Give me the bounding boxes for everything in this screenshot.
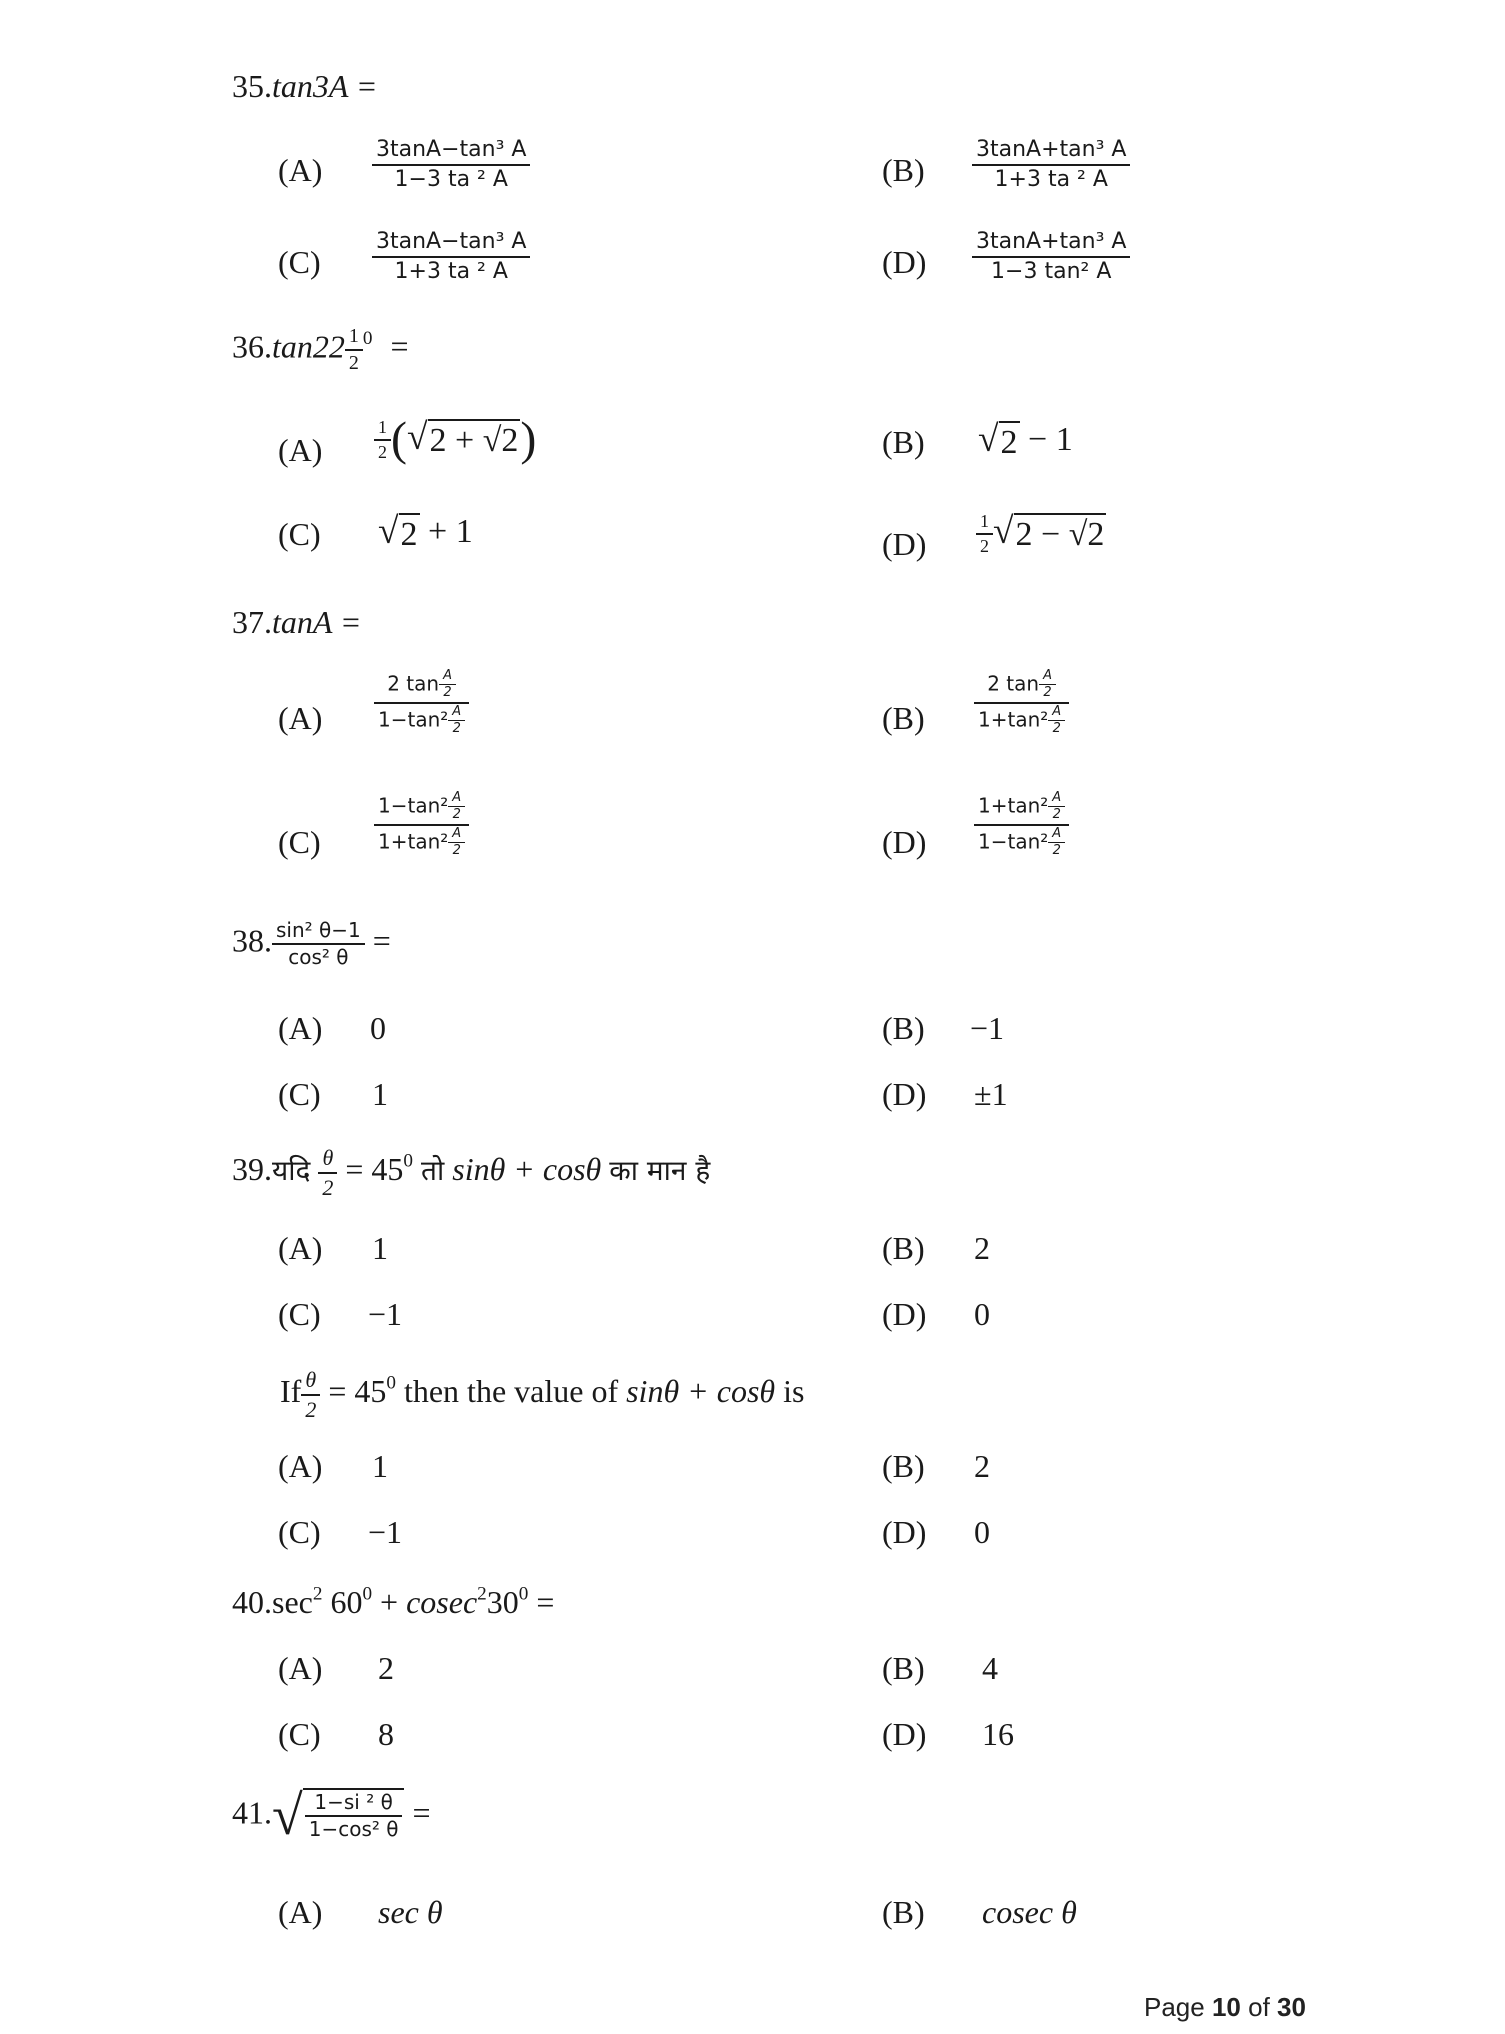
middle-text: then the value of — [403, 1372, 619, 1409]
right-paren: ) — [520, 412, 537, 466]
sqrt-icon: √ — [406, 416, 428, 458]
option-label-d[interactable]: (D) — [882, 1514, 927, 1550]
left-paren: ( — [391, 412, 407, 466]
option-label-a[interactable]: (A) — [278, 1650, 323, 1686]
question-number: 39. — [232, 1150, 272, 1187]
option-a-value[interactable]: sec θ — [378, 1894, 443, 1930]
question-number: 41. — [232, 1794, 272, 1831]
fraction-numerator: 3tanA−tan³ A — [376, 229, 527, 254]
radicand: 2 − √2 — [1014, 513, 1107, 555]
option-label-a[interactable]: (A) — [278, 1230, 323, 1266]
half-angle-numerator: A — [1052, 703, 1062, 719]
fraction-numerator: 3tanA+tan³ A — [976, 229, 1127, 254]
option-label-c[interactable]: (C) — [278, 1076, 321, 1112]
hindi-suffix: का मान है — [609, 1153, 711, 1187]
degree-superscript: 0 — [362, 327, 373, 349]
fraction-numerator: θ — [322, 1145, 334, 1170]
half-angle-numerator: A — [452, 825, 462, 841]
option-label-c[interactable]: (C) — [278, 516, 321, 552]
option-c-value[interactable] — [374, 790, 469, 859]
fraction-numerator: 1+tan² — [978, 793, 1049, 818]
option-a-value[interactable] — [374, 412, 537, 466]
fraction-denominator: 1+3 ta ² A — [394, 258, 508, 284]
option-b-value[interactable] — [978, 420, 1073, 463]
question-stem: tan22 — [272, 328, 345, 365]
half-angle-denominator: 2 — [1052, 720, 1061, 736]
total-pages: 30 — [1277, 1992, 1306, 2022]
option-d-value[interactable]: 0 — [974, 1514, 990, 1550]
radicand: 2 — [399, 513, 420, 555]
radicand: 2 — [999, 421, 1020, 463]
option-a-value[interactable] — [372, 136, 530, 193]
option-label-a[interactable]: (A) — [278, 1010, 323, 1046]
option-a-value[interactable]: 2 — [378, 1650, 394, 1686]
half-angle-numerator: A — [1052, 825, 1062, 841]
hindi-if: यदि — [272, 1153, 311, 1187]
fraction-numerator: 1−si ² θ — [314, 1790, 393, 1814]
question-39-hindi — [232, 1144, 710, 1201]
fraction-denominator: 1−3 tan² A — [991, 258, 1112, 284]
option-label-d[interactable]: (D) — [882, 824, 927, 860]
sqrt-icon: √ — [378, 511, 399, 553]
fraction-denominator: cos² θ — [288, 945, 349, 969]
fraction-denominator: 2 — [322, 1174, 334, 1200]
question-number: 35. — [232, 68, 272, 104]
half-angle-denominator: 2 — [452, 807, 461, 823]
option-label-a[interactable]: (A) — [278, 432, 323, 468]
fraction-numerator: 2 tan — [987, 671, 1040, 696]
fraction-numerator: 1−tan² — [378, 793, 449, 818]
half-angle-denominator: 2 — [1043, 685, 1052, 701]
question-number: 40. — [232, 1584, 272, 1620]
of-word: of — [1248, 1992, 1270, 2022]
option-b-value[interactable]: −1 — [970, 1010, 1005, 1046]
question-stem: tan3A = — [272, 68, 378, 104]
degree-superscript: 0 — [403, 1150, 414, 1172]
degree-superscript: 0 — [518, 1583, 529, 1605]
fraction-denominator: 1−cos² θ — [308, 1817, 399, 1841]
option-d-value[interactable]: 16 — [982, 1716, 1014, 1752]
fraction-denominator: 1+3 ta ² A — [994, 166, 1108, 192]
page-indicator — [1144, 1992, 1306, 2023]
angle-60: 60 — [322, 1584, 363, 1620]
option-c-value[interactable]: −1 — [368, 1296, 403, 1332]
option-label-b[interactable]: (B) — [882, 1650, 925, 1686]
equals-sign: = — [390, 328, 409, 365]
fraction-denominator: 2 — [980, 535, 989, 556]
option-b-value[interactable]: cosec θ — [982, 1894, 1077, 1930]
option-label-d[interactable]: (D) — [882, 1716, 927, 1752]
fraction-denominator: 1−tan² — [978, 828, 1049, 853]
half-angle-numerator: A — [1043, 668, 1052, 683]
equals-sign: = — [412, 1794, 431, 1831]
option-d-value[interactable]: 0 — [974, 1296, 990, 1332]
half-angle-denominator: 2 — [443, 685, 452, 701]
sqrt-icon: √ — [978, 419, 999, 461]
equals-sign: = — [528, 1584, 555, 1620]
option-label-b[interactable]: (B) — [882, 1230, 925, 1266]
option-a-value[interactable]: 1 — [372, 1230, 388, 1266]
option-a-value[interactable] — [374, 668, 469, 737]
option-label-a[interactable]: (A) — [278, 1894, 323, 1930]
half-angle-numerator: A — [443, 668, 452, 683]
option-label-b[interactable]: (B) — [882, 152, 925, 188]
angle-30: 30 — [486, 1584, 519, 1620]
option-label-a[interactable]: (A) — [278, 1448, 323, 1484]
page-word: Page — [1144, 1992, 1205, 2022]
expression-rest: + 1 — [419, 513, 473, 550]
fraction-denominator: 1+tan² — [378, 828, 449, 853]
square-superscript: 2 — [477, 1583, 487, 1605]
option-c-value[interactable] — [372, 228, 530, 285]
option-b-value[interactable] — [974, 668, 1069, 737]
degree-superscript: 0 — [362, 1583, 373, 1605]
option-label-a[interactable]: (A) — [278, 152, 323, 188]
option-a-value[interactable]: 0 — [370, 1010, 386, 1046]
option-b-value[interactable]: 4 — [982, 1650, 998, 1686]
option-d-value[interactable] — [974, 790, 1069, 859]
fraction-numerator: sin² θ−1 — [276, 918, 361, 942]
question-number: 36. — [232, 328, 272, 365]
expression-rest: − 1 — [1019, 421, 1073, 458]
option-label-c[interactable]: (C) — [278, 1296, 321, 1332]
fraction-numerator: 3tanA+tan³ A — [976, 137, 1127, 162]
equation: = 45 — [328, 1372, 387, 1409]
option-label-b[interactable]: (B) — [882, 1894, 925, 1930]
radicand: 2 + √2 — [428, 419, 521, 461]
option-b-value[interactable] — [972, 136, 1130, 193]
half-angle-numerator: A — [452, 703, 462, 719]
option-label-b[interactable]: (B) — [882, 424, 925, 460]
option-b-value[interactable]: 2 — [974, 1230, 990, 1266]
option-d-value[interactable] — [972, 228, 1130, 285]
equation: = 45 — [345, 1150, 404, 1187]
question-stem: tanA = — [272, 604, 362, 640]
option-label-b[interactable]: (B) — [882, 1448, 925, 1484]
option-d-value[interactable]: ±1 — [974, 1076, 1008, 1112]
half-angle-denominator: 2 — [1052, 842, 1061, 858]
question-40 — [232, 1582, 554, 1622]
option-label-d[interactable]: (D) — [882, 1076, 927, 1112]
fraction-denominator: 1+tan² — [978, 706, 1049, 731]
degree-superscript: 0 — [386, 1372, 396, 1394]
question-37 — [232, 602, 361, 642]
question-number: 37. — [232, 604, 272, 640]
option-c-value[interactable]: 8 — [378, 1716, 394, 1752]
option-c-value[interactable]: −1 — [368, 1514, 403, 1550]
plus-sign: + — [372, 1584, 407, 1620]
half-angle-numerator: A — [452, 790, 462, 805]
option-label-c[interactable]: (C) — [278, 1514, 321, 1550]
fraction-denominator: 2 — [378, 441, 387, 462]
if-word: If — [280, 1372, 302, 1409]
expression: sinθ + cosθ — [626, 1372, 776, 1409]
fraction-numerator: 1 — [348, 325, 359, 347]
fraction-numerator: 2 tan — [387, 671, 440, 696]
option-label-d[interactable]: (D) — [882, 244, 927, 280]
expression: sinθ + cosθ — [452, 1150, 602, 1187]
fraction-denominator: 1−3 ta ² A — [394, 166, 508, 192]
equals-sign: = — [372, 922, 391, 959]
fraction-numerator: 1 — [980, 511, 989, 531]
option-b-value[interactable]: 2 — [974, 1448, 990, 1484]
half-angle-numerator: A — [1052, 790, 1062, 805]
suffix-text: is — [783, 1372, 805, 1409]
fraction-denominator: 1−tan² — [378, 706, 449, 731]
square-superscript: 2 — [312, 1583, 323, 1605]
sqrt-icon: √ — [993, 510, 1014, 552]
question-35 — [232, 66, 377, 106]
fraction-numerator: 3tanA−tan³ A — [376, 137, 527, 162]
option-label-b[interactable]: (B) — [882, 1010, 925, 1046]
half-angle-denominator: 2 — [1052, 807, 1061, 823]
sqrt-icon: √ — [272, 1785, 303, 1847]
option-label-d[interactable]: (D) — [882, 1296, 927, 1332]
option-c-value[interactable] — [378, 512, 473, 555]
option-d-value[interactable] — [976, 510, 1106, 557]
question-39-english — [280, 1366, 804, 1423]
option-label-c[interactable]: (C) — [278, 824, 321, 860]
fraction-numerator: θ — [305, 1367, 317, 1392]
half-angle-denominator: 2 — [452, 842, 461, 858]
question-36 — [232, 324, 409, 376]
question-41 — [232, 1785, 431, 1847]
cosec-fn: cosec — [406, 1584, 478, 1620]
fraction-numerator: 1 — [378, 417, 387, 437]
hindi-then: तो — [421, 1153, 445, 1187]
fraction-denominator: 2 — [348, 352, 359, 374]
option-label-d[interactable]: (D) — [882, 526, 927, 562]
sec-fn: sec — [272, 1584, 313, 1620]
option-label-a[interactable]: (A) — [278, 700, 323, 736]
half-angle-denominator: 2 — [452, 720, 461, 736]
fraction-denominator: 2 — [305, 1396, 317, 1422]
question-number: 38. — [232, 922, 272, 959]
option-a-value[interactable]: 1 — [372, 1448, 388, 1484]
current-page: 10 — [1211, 1992, 1241, 2022]
option-label-c[interactable]: (C) — [278, 244, 321, 280]
option-label-b[interactable]: (B) — [882, 700, 925, 736]
option-c-value[interactable]: 1 — [372, 1076, 388, 1112]
option-label-c[interactable]: (C) — [278, 1716, 321, 1752]
question-38 — [232, 918, 391, 970]
